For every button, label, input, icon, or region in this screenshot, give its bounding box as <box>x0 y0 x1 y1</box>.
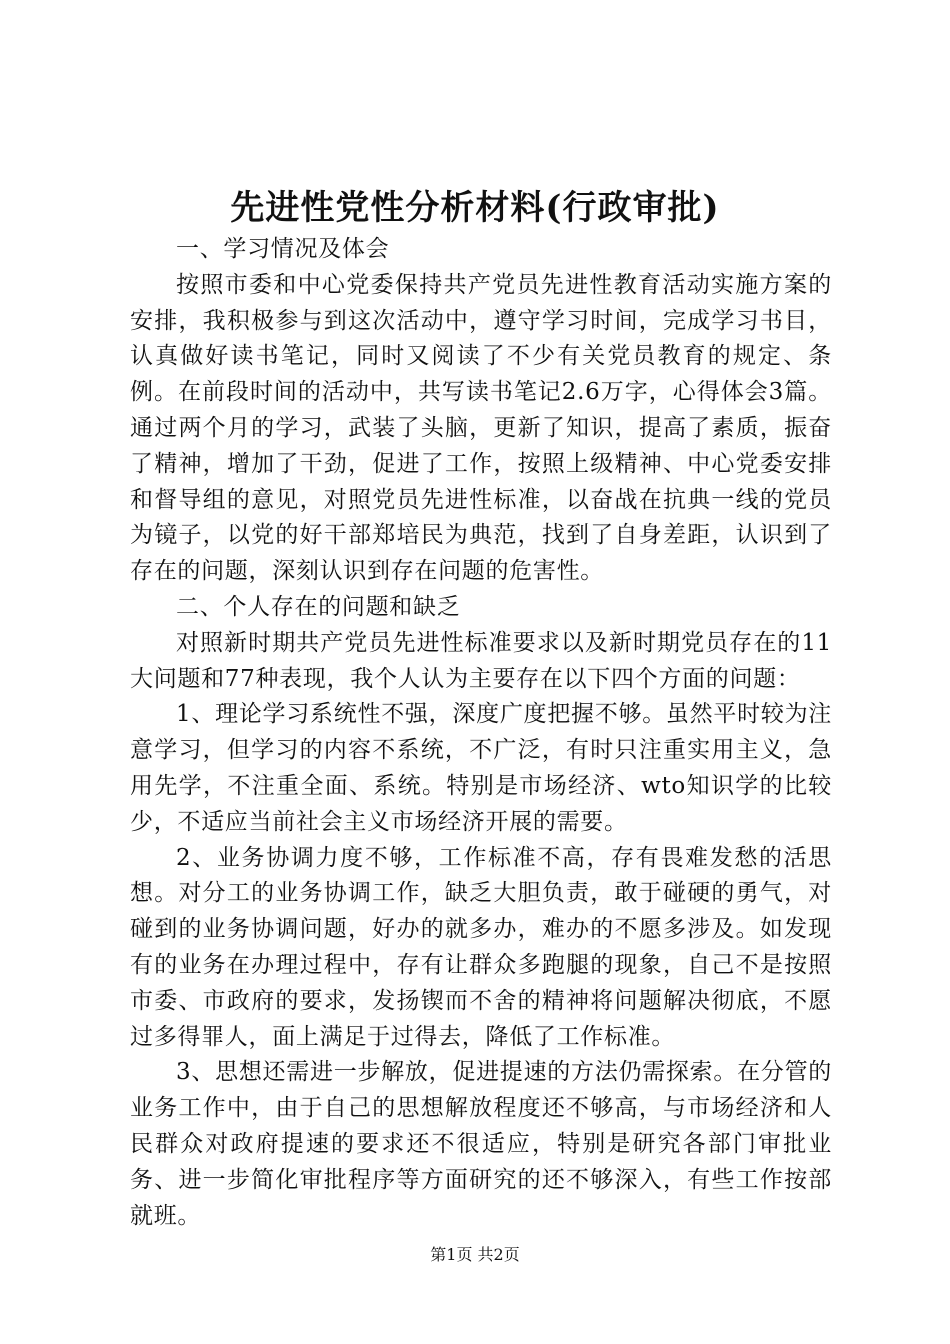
section-heading-2: 二、个人存在的问题和缺乏 <box>176 593 461 620</box>
paragraph-problems-intro: 对照新时期共产党员先进性标准要求以及新时期党员存在的11大问题和77种表现，我个人认为主要存在以下四个方面的问题： <box>130 629 832 692</box>
paragraph-problem-1: 1、理论学习系统性不强，深度广度把握不够。虽然平时较为注意学习，但学习的内容不系统，不广泛，有时只注重实用主义，急用先学，不注重全面、系统。特别是市场经济、wto知识学的比较少，不适应当前社会主义市场经济开展的需要。 <box>130 701 832 835</box>
page-footer: 第1页 共2页 <box>430 1245 520 1264</box>
document-body <box>130 232 832 1234</box>
paragraph-problem-3: 3、思想还需进一步解放，促进提速的方法仍需探索。在分管的业务工作中，由于自己的思想解放程度还不够高，与市场经济和人民群众对政府提速的要求还不很适应，特别是研究各部门审批业务、进一步简化审批程序等方面研究的还不够深入，有些工作按部就班。 <box>130 1059 832 1229</box>
section-heading-1: 一、学习情况及体会 <box>176 236 390 262</box>
paragraph-problem-2: 2、业务协调力度不够，工作标准不高，存有畏难发愁的活思想。对分工的业务协调工作，缺乏大胆负责，敢于碰硬的勇气，对碰到的业务协调问题，好办的就多办，难办的不愿多涉及。如发现有的业务在办理过程中，存有让群众多跑腿的现象，自己不是按照市委、市政府的要求，发扬锲而不舍的精神将问题解决彻底，不愿过多得罪人，面上满足于过得去，降低了工作标准。 <box>130 844 832 1050</box>
document-title: 先进性党性分析材料(行政审批) <box>230 188 720 228</box>
paragraph-study: 按照市委和中心党委保持共产党员先进性教育活动实施方案的安排，我积极参与到这次活动中，遵守学习时间，完成学习书目，认真做好读书笔记，同时又阅读了不少有关党员教育的规定、条例。在前段时间的活动中，共写读书笔记2.6万字，心得体会3篇。通过两个月的学习，武装了头脑，更新了知识，提高了素质，振奋了精神，增加了干劲，促进了工作，按照上级精神、中心党委安排和督导组的意见，对照党员先进性标准，以奋战在抗典一线的党员为镜子，以党的好干部郑培民为典范，找到了自身差距，认识到了存在的问题，深刻认识到存在问题的危害性。 <box>130 271 832 585</box>
